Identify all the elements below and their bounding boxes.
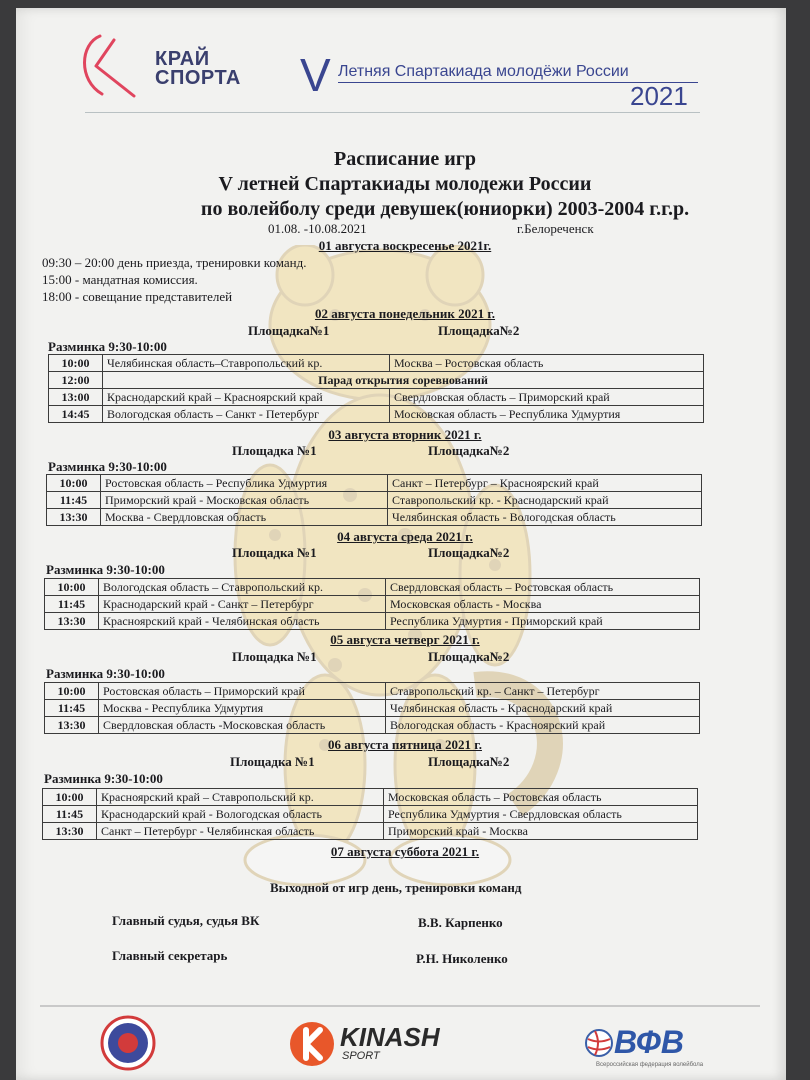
court1-match: Челябинская область–Ставропольский кр. — [103, 355, 390, 372]
court1-match: Ростовская область – Республика Удмуртия — [101, 475, 388, 492]
brand-name — [155, 50, 241, 88]
brand-line-1: КРАЙ — [155, 48, 210, 70]
court2-match: Республика Удмуртия - Приморский край — [386, 613, 700, 630]
match-time: 13:30 — [47, 509, 101, 526]
vfv-ball-icon — [584, 1028, 614, 1058]
day1-line-2: 15:00 - мандатная комиссия. — [42, 272, 198, 287]
header-divider — [85, 112, 700, 113]
court-2-label: Площадка№2 — [428, 754, 510, 769]
table-row — [49, 406, 704, 423]
chief-secretary-role: Главный секретарь — [112, 948, 228, 963]
court2-match: Вологодская область - Красноярский край — [386, 717, 700, 734]
schedule-table-aug03 — [46, 474, 702, 526]
schedule-table-aug06 — [42, 788, 698, 840]
match-time: 10:00 — [47, 475, 101, 492]
warmup-label: Разминка 9:30-10:00 — [48, 459, 167, 474]
day-heading-4: 04 августа среда 2021 г. — [337, 529, 473, 544]
chief-judge-name: В.В. Карпенко — [418, 915, 503, 930]
court-2-label: Площадка№2 — [438, 323, 520, 338]
match-time: 10:00 — [45, 683, 99, 700]
court1-match: Свердловская область -Московская область — [99, 717, 386, 734]
table-row — [43, 806, 698, 823]
event-dates: 01.08. -10.08.2021 — [268, 221, 367, 236]
match-time: 13:30 — [45, 613, 99, 630]
court-2-label: Площадка№2 — [428, 443, 510, 458]
court-2-label: Площадка№2 — [428, 649, 510, 664]
doc-title: Расписание игр — [334, 148, 476, 170]
kinash-logo-icon — [288, 1020, 340, 1068]
court2-match: Ставропольский кр. - Краснодарский край — [388, 492, 702, 509]
schedule-table-aug05 — [44, 682, 700, 734]
doc-subtitle: V летней Спартакиады молодежи России — [218, 173, 592, 195]
court1-match: Приморский край - Московская область — [101, 492, 388, 509]
day1-line-3: 18:00 - совещание представителей — [42, 289, 233, 304]
match-time: 11:45 — [47, 492, 101, 509]
warmup-label: Разминка 9:30-10:00 — [44, 771, 163, 786]
court1-match: Ростовская область – Приморский край — [99, 683, 386, 700]
day-heading-6: 06 августа пятница 2021 г. — [328, 737, 482, 752]
day-heading-2: 02 августа понедельник 2021 г. — [314, 306, 496, 321]
match-time: 10:00 — [45, 579, 99, 596]
brand-line-2: СПОРТА — [155, 67, 241, 89]
court2-match: Свердловская область – Ростовская область — [386, 579, 700, 596]
doc-subtitle-2: по волейболу среди девушек(юниорки) 2003-2004 г.г.р. — [200, 198, 690, 220]
table-row — [49, 372, 704, 389]
match-time: 11:45 — [45, 700, 99, 717]
event-title: Летняя Спартакиада молодёжи России — [338, 63, 629, 80]
table-row — [45, 717, 700, 734]
court2-match: Свердловская область – Приморский край — [390, 389, 704, 406]
event-year: 2021 — [630, 81, 688, 111]
court2-match: Ставропольский кр. – Санкт – Петербург — [386, 683, 700, 700]
chief-secretary-name: Р.Н. Николенко — [416, 951, 508, 966]
court1-match: Краснодарский край - Санкт – Петербург — [99, 596, 386, 613]
table-row — [45, 613, 700, 630]
court1-match: Краснодарский край – Красноярский край — [103, 389, 390, 406]
match-time: 11:45 — [43, 806, 97, 823]
table-row — [47, 475, 702, 492]
warmup-label: Разминка 9:30-10:00 — [46, 666, 165, 681]
court1-match: Москва - Республика Удмуртия — [99, 700, 386, 717]
match-time: 12:00 — [49, 372, 103, 389]
match-time: 13:30 — [43, 823, 97, 840]
court2-match: Московская область – Республика Удмуртия — [390, 406, 704, 423]
kinash-sub: SPORT — [342, 1050, 380, 1062]
court1-match: Москва - Свердловская область — [101, 509, 388, 526]
court1-match: Санкт – Петербург - Челябинская область — [97, 823, 384, 840]
match-time: 14:45 — [49, 406, 103, 423]
court-1-label: Площадка №1 — [232, 545, 317, 560]
vfv-sub: Всероссийская федерация волейбола — [596, 1062, 704, 1068]
court2-match: Московская область - Москва — [386, 596, 700, 613]
match-time: 11:45 — [45, 596, 99, 613]
table-row — [43, 789, 698, 806]
court1-match: Вологодская область – Ставропольский кр. — [99, 579, 386, 596]
court2-match: Московская область – Ростовская область — [384, 789, 698, 806]
vfv-wordmark: ВФВ — [614, 1024, 684, 1060]
kinash-wordmark: KINASH — [340, 1022, 440, 1052]
table-row — [47, 492, 702, 509]
court2-match: Москва – Ростовская область — [390, 355, 704, 372]
warmup-label: Разминка 9:30-10:00 — [48, 339, 167, 354]
court1-match: Красноярский край – Ставропольский кр. — [97, 789, 384, 806]
regional-emblem-icon — [100, 1015, 156, 1071]
day-heading-1: 01 августа воскресенье 2021г. — [318, 238, 492, 253]
court-1-label: Площадка№1 — [248, 323, 330, 338]
court2-match: Приморский край - Москва — [384, 823, 698, 840]
match-time: 13:30 — [45, 717, 99, 734]
event-roman-numeral: V — [300, 49, 331, 101]
table-row — [45, 579, 700, 596]
krai-sporta-logo-icon — [72, 30, 144, 102]
day-heading-3: 03 августа вторник 2021 г. — [328, 427, 482, 442]
table-row — [49, 355, 704, 372]
event-city: г.Белореченск — [517, 221, 594, 236]
court2-match: Республика Удмуртия - Свердловская область — [384, 806, 698, 823]
table-row — [43, 823, 698, 840]
opening-parade: Парад открытия соревнований — [103, 372, 704, 389]
court2-match: Челябинская область - Краснодарский край — [386, 700, 700, 717]
court1-match: Краснодарский край - Вологодская область — [97, 806, 384, 823]
match-time: 13:00 — [49, 389, 103, 406]
court1-match: Вологодская область – Санкт - Петербург — [103, 406, 390, 423]
schedule-table-aug02 — [48, 354, 704, 423]
chief-judge-role: Главный судья, судья ВК — [112, 913, 260, 928]
warmup-label: Разминка 9:30-10:00 — [46, 562, 165, 577]
court2-match: Челябинская область - Вологодская область — [388, 509, 702, 526]
court2-match: Санкт – Петербург – Красноярский край — [388, 475, 702, 492]
court-1-label: Площадка №1 — [232, 649, 317, 664]
court1-match: Красноярский край - Челябинская область — [99, 613, 386, 630]
table-row — [45, 700, 700, 717]
rest-day-note: Выходной от игр день, тренировки команд — [270, 880, 522, 895]
footer-divider — [40, 1005, 760, 1007]
match-time: 10:00 — [49, 355, 103, 372]
table-row — [47, 509, 702, 526]
day-heading-7: 07 августа суббота 2021 г. — [330, 844, 480, 859]
table-row — [49, 389, 704, 406]
table-row — [45, 683, 700, 700]
day1-line-1: 09:30 – 20:00 день приезда, тренировки команд. — [42, 255, 307, 270]
match-time: 10:00 — [43, 789, 97, 806]
court-1-label: Площадка №1 — [232, 443, 317, 458]
table-row — [45, 596, 700, 613]
day-heading-5: 05 августа четверг 2021 г. — [330, 632, 480, 647]
schedule-table-aug04 — [44, 578, 700, 630]
court-1-label: Площадка №1 — [230, 754, 315, 769]
court-2-label: Площадка№2 — [428, 545, 510, 560]
